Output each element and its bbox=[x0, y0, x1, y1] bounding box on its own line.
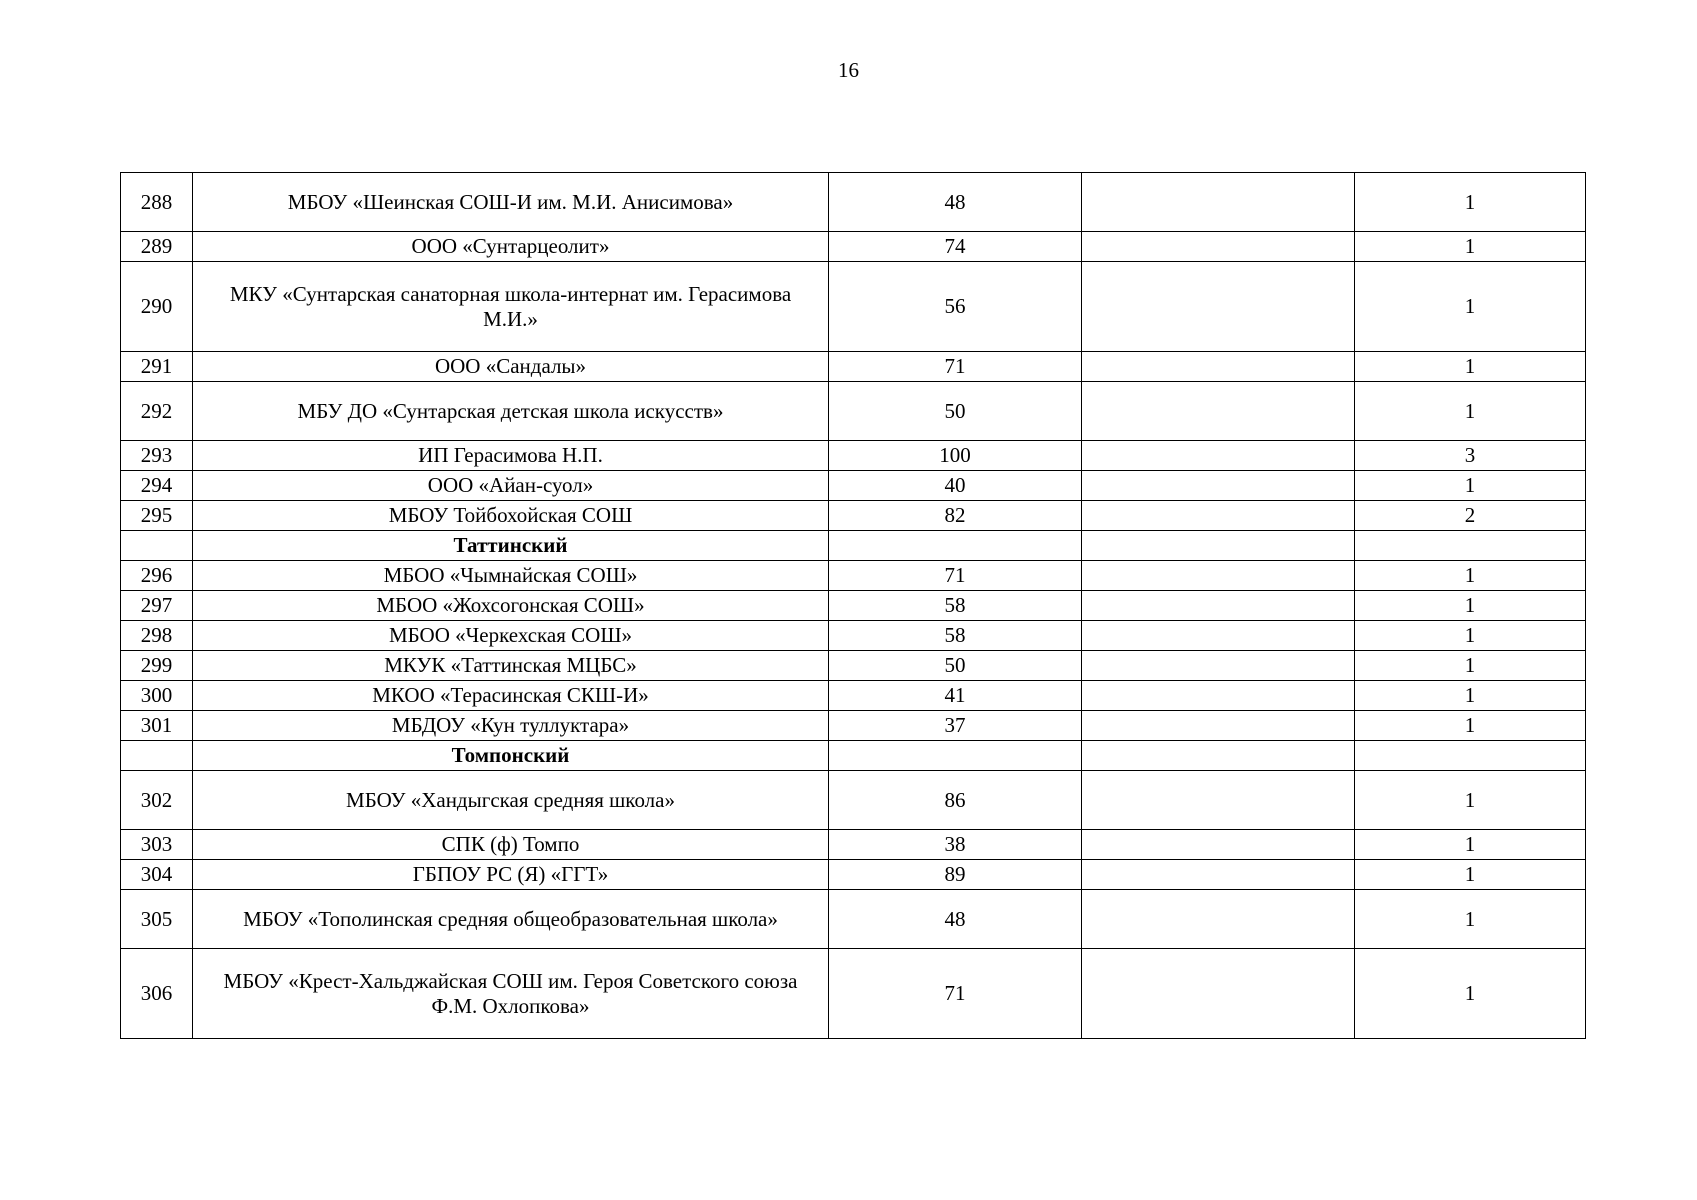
value-cell: 41 bbox=[829, 681, 1082, 711]
table-row bbox=[121, 352, 1586, 382]
empty-cell bbox=[1082, 173, 1355, 232]
value-cell: 56 bbox=[829, 262, 1082, 352]
empty-cell bbox=[1082, 741, 1355, 771]
value-cell: 40 bbox=[829, 471, 1082, 501]
count-cell: 1 bbox=[1355, 352, 1586, 382]
empty-cell bbox=[1082, 561, 1355, 591]
table-row bbox=[121, 621, 1586, 651]
value-cell: 74 bbox=[829, 232, 1082, 262]
organization-name-cell: ООО «Айан-суол» bbox=[193, 471, 829, 501]
row-number-cell: 301 bbox=[121, 711, 193, 741]
empty-cell bbox=[1082, 262, 1355, 352]
count-cell: 1 bbox=[1355, 382, 1586, 441]
empty-cell bbox=[1082, 890, 1355, 949]
row-number-cell: 289 bbox=[121, 232, 193, 262]
count-cell: 2 bbox=[1355, 501, 1586, 531]
count-cell: 1 bbox=[1355, 949, 1586, 1039]
table-row bbox=[121, 382, 1586, 441]
row-number-cell: 299 bbox=[121, 651, 193, 681]
value-cell bbox=[829, 741, 1082, 771]
table-row bbox=[121, 890, 1586, 949]
organization-name-cell: ГБПОУ РС (Я) «ГГТ» bbox=[193, 860, 829, 890]
count-cell: 1 bbox=[1355, 681, 1586, 711]
organization-name-cell: МКОО «Терасинская СКШ-И» bbox=[193, 681, 829, 711]
empty-cell bbox=[1082, 651, 1355, 681]
organization-name-cell: МКУК «Таттинская МЦБС» bbox=[193, 651, 829, 681]
organization-name-cell: МБОУ «Тополинская средняя общеобразовательная школа» bbox=[193, 890, 829, 949]
organizations-table bbox=[120, 172, 1586, 1039]
value-cell: 89 bbox=[829, 860, 1082, 890]
count-cell: 1 bbox=[1355, 860, 1586, 890]
table-row bbox=[121, 711, 1586, 741]
organization-name-cell: МБОУ «Шеинская СОШ-И им. М.И. Анисимова» bbox=[193, 173, 829, 232]
row-number-cell: 304 bbox=[121, 860, 193, 890]
organization-name-cell: МБОУ «Крест-Хальджайская СОШ им. Героя Советского союза Ф.М. Охлопкова» bbox=[193, 949, 829, 1039]
row-number-cell: 305 bbox=[121, 890, 193, 949]
organization-name-cell: МБОУ Тойбохойская СОШ bbox=[193, 501, 829, 531]
row-number-cell: 288 bbox=[121, 173, 193, 232]
empty-cell bbox=[1082, 531, 1355, 561]
table-row bbox=[121, 681, 1586, 711]
table-body bbox=[121, 173, 1586, 1039]
table-row bbox=[121, 591, 1586, 621]
value-cell bbox=[829, 531, 1082, 561]
value-cell: 48 bbox=[829, 890, 1082, 949]
count-cell: 1 bbox=[1355, 890, 1586, 949]
count-cell: 1 bbox=[1355, 651, 1586, 681]
value-cell: 82 bbox=[829, 501, 1082, 531]
row-number-cell: 290 bbox=[121, 262, 193, 352]
row-number-cell: 292 bbox=[121, 382, 193, 441]
count-cell: 1 bbox=[1355, 711, 1586, 741]
section-title-cell: Томпонский bbox=[193, 741, 829, 771]
empty-cell bbox=[1082, 830, 1355, 860]
table-row bbox=[121, 441, 1586, 471]
count-cell: 1 bbox=[1355, 771, 1586, 830]
count-cell bbox=[1355, 741, 1586, 771]
empty-cell bbox=[1082, 501, 1355, 531]
count-cell: 1 bbox=[1355, 830, 1586, 860]
table-row bbox=[121, 860, 1586, 890]
count-cell: 1 bbox=[1355, 262, 1586, 352]
organization-name-cell: МБОО «Черкехская СОШ» bbox=[193, 621, 829, 651]
row-number-cell bbox=[121, 531, 193, 561]
value-cell: 100 bbox=[829, 441, 1082, 471]
organization-name-cell: СПК (ф) Томпо bbox=[193, 830, 829, 860]
organization-name-cell: МБУ ДО «Сунтарская детская школа искусств» bbox=[193, 382, 829, 441]
row-number-cell: 306 bbox=[121, 949, 193, 1039]
table-row bbox=[121, 471, 1586, 501]
table-row bbox=[121, 830, 1586, 860]
organization-name-cell: МБОО «Чымнайская СОШ» bbox=[193, 561, 829, 591]
page-number: 16 bbox=[838, 58, 859, 82]
organization-name-cell: МБОУ «Хандыгская средняя школа» bbox=[193, 771, 829, 830]
count-cell: 1 bbox=[1355, 173, 1586, 232]
empty-cell bbox=[1082, 352, 1355, 382]
table-row bbox=[121, 949, 1586, 1039]
empty-cell bbox=[1082, 232, 1355, 262]
table-row bbox=[121, 651, 1586, 681]
value-cell: 37 bbox=[829, 711, 1082, 741]
table-row bbox=[121, 173, 1586, 232]
value-cell: 71 bbox=[829, 352, 1082, 382]
section-title-cell: Таттинский bbox=[193, 531, 829, 561]
organization-name-cell: ИП Герасимова Н.П. bbox=[193, 441, 829, 471]
value-cell: 50 bbox=[829, 382, 1082, 441]
value-cell: 48 bbox=[829, 173, 1082, 232]
value-cell: 50 bbox=[829, 651, 1082, 681]
empty-cell bbox=[1082, 382, 1355, 441]
value-cell: 71 bbox=[829, 561, 1082, 591]
table-row bbox=[121, 232, 1586, 262]
empty-cell bbox=[1082, 441, 1355, 471]
row-number-cell: 295 bbox=[121, 501, 193, 531]
section-header-row bbox=[121, 741, 1586, 771]
count-cell: 1 bbox=[1355, 561, 1586, 591]
count-cell bbox=[1355, 531, 1586, 561]
empty-cell bbox=[1082, 681, 1355, 711]
row-number-cell: 303 bbox=[121, 830, 193, 860]
count-cell: 1 bbox=[1355, 591, 1586, 621]
empty-cell bbox=[1082, 949, 1355, 1039]
row-number-cell: 291 bbox=[121, 352, 193, 382]
empty-cell bbox=[1082, 771, 1355, 830]
count-cell: 1 bbox=[1355, 232, 1586, 262]
section-header-row bbox=[121, 531, 1586, 561]
value-cell: 58 bbox=[829, 591, 1082, 621]
value-cell: 71 bbox=[829, 949, 1082, 1039]
value-cell: 58 bbox=[829, 621, 1082, 651]
count-cell: 1 bbox=[1355, 471, 1586, 501]
row-number-cell: 293 bbox=[121, 441, 193, 471]
organization-name-cell: ООО «Сандалы» bbox=[193, 352, 829, 382]
organization-name-cell: ООО «Сунтарцеолит» bbox=[193, 232, 829, 262]
organization-name-cell: МБОО «Жохсогонская СОШ» bbox=[193, 591, 829, 621]
row-number-cell: 294 bbox=[121, 471, 193, 501]
empty-cell bbox=[1082, 860, 1355, 890]
organization-name-cell: МБДОУ «Кун туллуктара» bbox=[193, 711, 829, 741]
organization-name-cell: МКУ «Сунтарская санаторная школа-интернат им. Герасимова М.И.» bbox=[193, 262, 829, 352]
row-number-cell: 296 bbox=[121, 561, 193, 591]
row-number-cell: 300 bbox=[121, 681, 193, 711]
count-cell: 3 bbox=[1355, 441, 1586, 471]
row-number-cell: 297 bbox=[121, 591, 193, 621]
empty-cell bbox=[1082, 621, 1355, 651]
table-row bbox=[121, 501, 1586, 531]
empty-cell bbox=[1082, 711, 1355, 741]
row-number-cell: 298 bbox=[121, 621, 193, 651]
table-row bbox=[121, 262, 1586, 352]
empty-cell bbox=[1082, 591, 1355, 621]
table-row bbox=[121, 561, 1586, 591]
row-number-cell bbox=[121, 741, 193, 771]
row-number-cell: 302 bbox=[121, 771, 193, 830]
table-row bbox=[121, 771, 1586, 830]
count-cell: 1 bbox=[1355, 621, 1586, 651]
value-cell: 38 bbox=[829, 830, 1082, 860]
value-cell: 86 bbox=[829, 771, 1082, 830]
empty-cell bbox=[1082, 471, 1355, 501]
